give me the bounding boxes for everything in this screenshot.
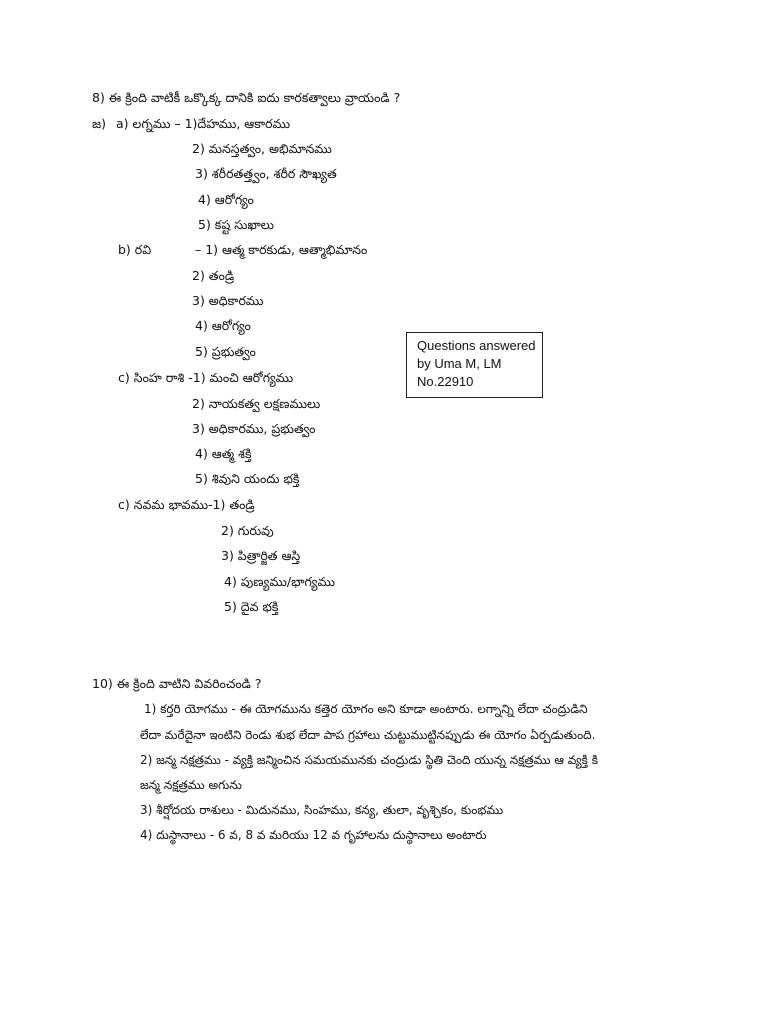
q8-b-item-1: – 1) ఆత్మ కారకుడు, ఆత్మాభిమానం (195, 242, 368, 257)
q8-c2-item-2: 2) గురువు (221, 523, 274, 538)
q8-a-item-4: 4) ఆరోగ్యం (198, 192, 254, 207)
q8-b-item-5: 5) ప్రభుత్వం (195, 344, 256, 359)
q10-item-1-line-1: 1) కర్తరి యోగము - ఈ యోగమును కత్తెర యోగం అని కూడా అంటారు. లగ్నాన్ని లేదా చంద్రుడిని (144, 702, 588, 716)
q8-a-item-2: 2) మనస్తత్వం, అభిమానము (192, 141, 332, 156)
q8-a-item-5: 5) కష్ట సుఖాలు (198, 217, 274, 232)
q8-b-heading: b) రవి (118, 242, 152, 257)
q8-b-item-3: 3) అధికారము (192, 293, 264, 308)
q8-question: 8) ఈ క్రింది వాటికీ ఒక్కొక్క దానికి ఐదు కారకత్వాలు వ్రాయండి ? (92, 90, 401, 105)
q10-item-3: 3) శీర్షోదయ రాశులు - మిదునము, సింహము, కన్య, తులా, వృశ్చికం, కుంభము (140, 803, 504, 817)
q8-c2-item-5: 5) దైవ భక్తి (224, 599, 279, 614)
q10-question: 10) ఈ క్రింది వాటిని వివరించండి ? (92, 676, 262, 691)
q8-c1-item-3: 3) అధికారము, ప్రభుత్వం (192, 421, 316, 436)
q8-c1-item-4: 4) ఆత్మ శక్తి (195, 446, 252, 461)
q8-c1-heading: c) సింహ రాశి -1) మంచి ఆరోగ్యము (118, 370, 294, 385)
q8-b-item-4: 4) ఆరోగ్యం (195, 318, 251, 333)
q10-item-2-line-1: 2) జన్మ నక్షత్రము - వ్యక్తి జన్మించిన సమయమునకు చంద్రుడు స్థితి చెంది యున్న నక్షత్రము ఆ వ్యక్తి కి (140, 753, 599, 767)
answered-by-line-2: by Uma M, LM (417, 356, 502, 371)
q10-item-1-line-2: లేదా మరేదైనా ఇంటిని రెండు శుభ లేదా పాప గ్రహాలు చుట్టుముట్టినప్పుడు ఈ యోగం ఏర్పడుతుంది. (140, 728, 596, 742)
answered-by-line-3: No.22910 (417, 374, 474, 389)
answered-by-line-1: Questions answered (417, 338, 536, 353)
q8-c1-item-2: 2) నాయకత్వ లక్షణములు (192, 396, 321, 411)
q8-c2-item-3: 3) పిత్రార్జిత ఆస్తి (221, 548, 301, 563)
q8-c2-heading: c) నవమ భావము-1) తండ్రి (118, 497, 255, 512)
q8-answer-prefix: జ) (92, 116, 107, 131)
answered-by-box (406, 332, 543, 398)
q8-a-heading: a) లగ్నము – 1)దేహము, ఆకారము (116, 116, 291, 131)
q8-c2-item-4: 4) పుణ్యము/భాగ్యము (224, 574, 335, 589)
q8-a-item-3: 3) శరీరతత్త్వం, శరీర సౌఖ్యత (195, 166, 337, 181)
q10-item-2-line-2: జన్మ నక్షత్రము అగును (140, 778, 242, 792)
q8-b-item-2: 2) తండ్రి (192, 268, 235, 283)
q10-item-4: 4) దుస్థానాలు - 6 వ, 8 వ మరియు 12 వ గృహాలను దుస్థానాలు అంటారు (140, 828, 487, 842)
q8-c1-item-5: 5) శివుని యందు భక్తి (195, 471, 300, 486)
